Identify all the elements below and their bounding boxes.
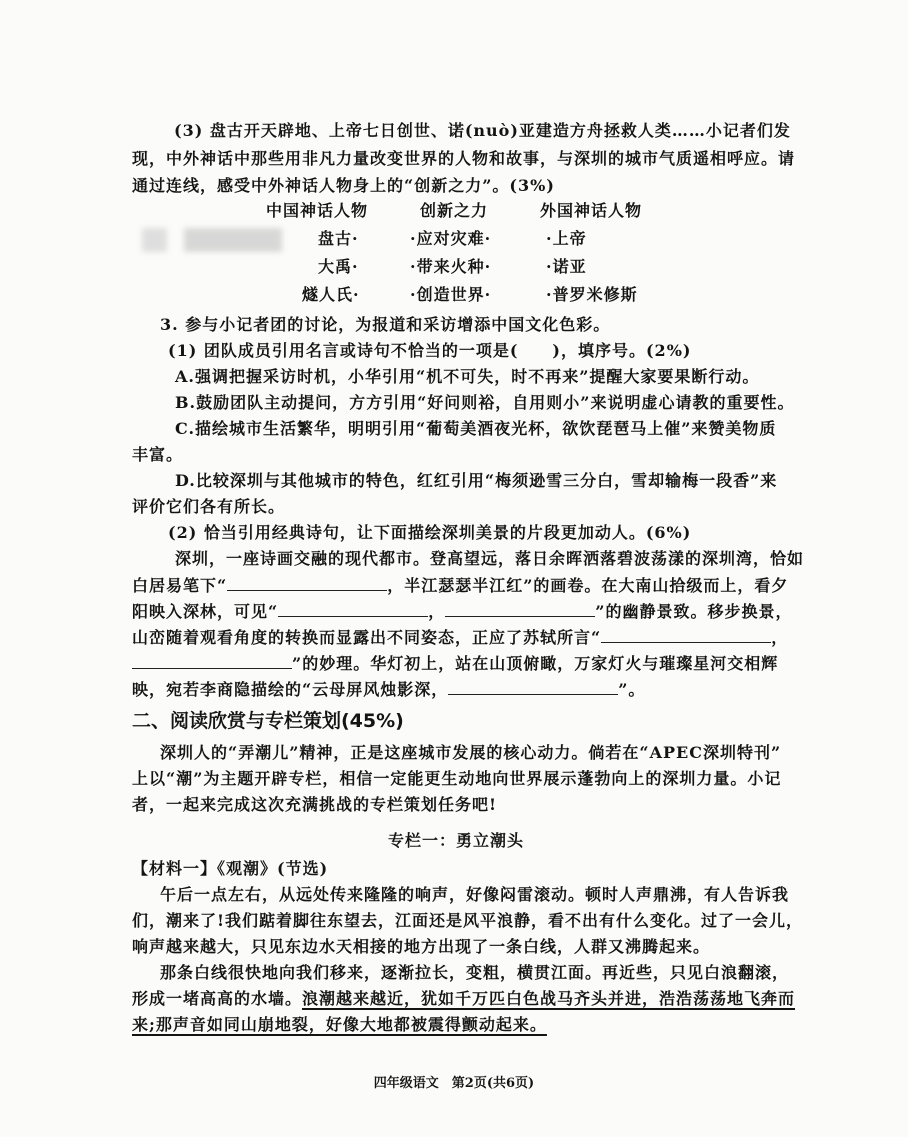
passage-text: ， [428,602,446,621]
article-text: 形成一堵高高的水墙。 [132,989,303,1008]
sub1-stem: (1) 团队成员引用名言或诗句不恰当的一项是( )，填序号。(2%) [168,341,692,360]
option-b: B.鼓励团队主动提问，方方引用“好问则裕，自用则小”来说明虚心请教的重要性。 [175,393,795,412]
section-2-title: 二、阅读欣赏与专栏策划(45%) [132,710,404,732]
article-line-3: 响声越来越大，只见东边水天相接的地方出现了一条白线，人群又沸腾起来。 [132,937,711,956]
option-c-line-2: 丰富。 [132,445,184,464]
section-2-intro-3: 者，一起来完成这次充满挑战的专栏策划任务吧! [132,795,498,814]
passage-line-2 [132,572,788,596]
passage-text: 山峦随着观看角度的转换而显露出不同姿态，正应了苏轼所言“ [132,628,602,647]
blurred-mark [142,228,282,252]
passage-text: 阳映入深林，可见“ [132,602,279,621]
passage-line-5 [132,650,778,674]
q3-line-3: 通过连线，感受中外神话人物身上的“创新之力”。(3%) [132,176,555,195]
matching-header-right: 外国神话人物 [540,201,643,220]
matching-header-mid: 创新之力 [420,201,489,220]
passage-text: ”的幽静景致。移步换景， [595,602,793,621]
passage-text: ， [771,628,789,647]
article-line-6: 来;那声音如同山崩地裂，好像大地都被震得颤动起来。 [132,1015,547,1034]
column-1-title: 专栏一：勇立潮头 [388,831,525,850]
passage-line-6 [132,676,645,700]
matching-mid-3: ·创造世界· [410,285,492,304]
matching-right-2: ·诺亚 [546,257,587,276]
matching-header-left: 中国神话人物 [266,201,369,220]
option-d-line-1: D.比较深圳与其他城市的特色，红红引用“梅须逊雪三分白，雪却输梅一段香”来 [175,471,778,490]
section-2-intro-2: 上以“潮”为主题开辟专栏，相信一定能更生动地向世界展示蓬勃向上的深圳力量。小记 [132,769,782,788]
material-1-title: 【材料一】《观潮》(节选) [132,859,329,878]
passage-line-1: 深圳，一座诗画交融的现代都市。登高望远，落日余晖洒落碧波荡漾的深圳湾，恰如 [175,549,805,568]
answer-blank-2[interactable] [278,598,428,617]
sub2-stem: (2) 恰当引用经典诗句，让下面描绘深圳美景的片段更加动人。(6%) [168,523,692,542]
passage-text: ”。 [618,680,646,699]
article-line-5 [132,986,795,1009]
matching-left-1: 盘古· [318,229,359,248]
matching-right-1: ·上帝 [546,229,587,248]
matching-right-3: ·普罗米修斯 [546,285,638,304]
article-line-1: 午后一点左右，从远处传来隆隆的响声，好像闷雷滚动。顿时人声鼎沸，有人告诉我 [160,885,790,904]
option-d-line-2: 评价它们各有所长。 [132,497,286,516]
answer-blank-4[interactable] [601,624,771,643]
answer-blank-6[interactable] [448,676,618,695]
answer-blank-5[interactable] [132,650,292,669]
article-line-4: 那条白线很快地向我们移来，逐渐拉长，变粗，横贯江面。再近些，只见白浪翻滚， [160,963,790,982]
underlined-sentence: 浪潮越来越近，犹如千万匹白色战马齐头并进，浩浩荡荡地飞奔而 [302,989,796,1008]
answer-blank-3[interactable] [445,598,595,617]
matching-left-2: 大禹· [318,257,359,276]
passage-text: ，半江瑟瑟半江红”的画卷。在大南山拾级而上，看夕 [387,576,789,595]
matching-mid-2: ·带来火种· [410,257,492,276]
option-a: A.强调把握采访时机，小华引用“机不可失，时不再来”提醒大家要果断行动。 [175,367,760,386]
answer-blank-1[interactable] [227,572,387,591]
q3-line-1: (3) 盘古开天辟地、上帝七日创世、诺(nuò)亚建造方舟拯救人类……小记者们发 [174,121,791,140]
q3-line-2: 现，中外神话中那些用非凡力量改变世界的人物和故事，与深圳的城市气质遥相呼应。请 [132,149,796,168]
page-footer: 四年级语文 第2页(共6页) [373,1076,535,1091]
passage-text: 白居易笔下“ [132,576,228,595]
question-3-title: 3. 参与小记者团的讨论，为报道和采访增添中国文化色彩。 [160,315,611,334]
passage-text: 映，宛若李商隐描绘的“云母屏风烛影深， [132,680,449,699]
option-c-line-1: C.描绘城市生活繁华，明明引用“葡萄美酒夜光杯，欲饮琵琶马上催”来赞美物质 [175,419,777,438]
section-2-intro-1: 深圳人的“弄潮儿”精神，正是这座城市发展的核心动力。倘若在“APEC深圳特刊” [160,743,782,762]
matching-left-3: 燧人氏· [302,285,360,304]
passage-line-4 [132,624,788,648]
passage-text: ”的妙理。华灯初上，站在山顶俯瞰，万家灯火与璀璨星河交相辉 [292,654,779,673]
matching-mid-1: ·应对灾难· [410,229,492,248]
passage-line-3 [132,598,792,622]
article-line-2: 们，潮来了!我们踮着脚往东望去，江面还是风平浪静，看不出有什么变化。过了一会儿， [132,911,804,930]
